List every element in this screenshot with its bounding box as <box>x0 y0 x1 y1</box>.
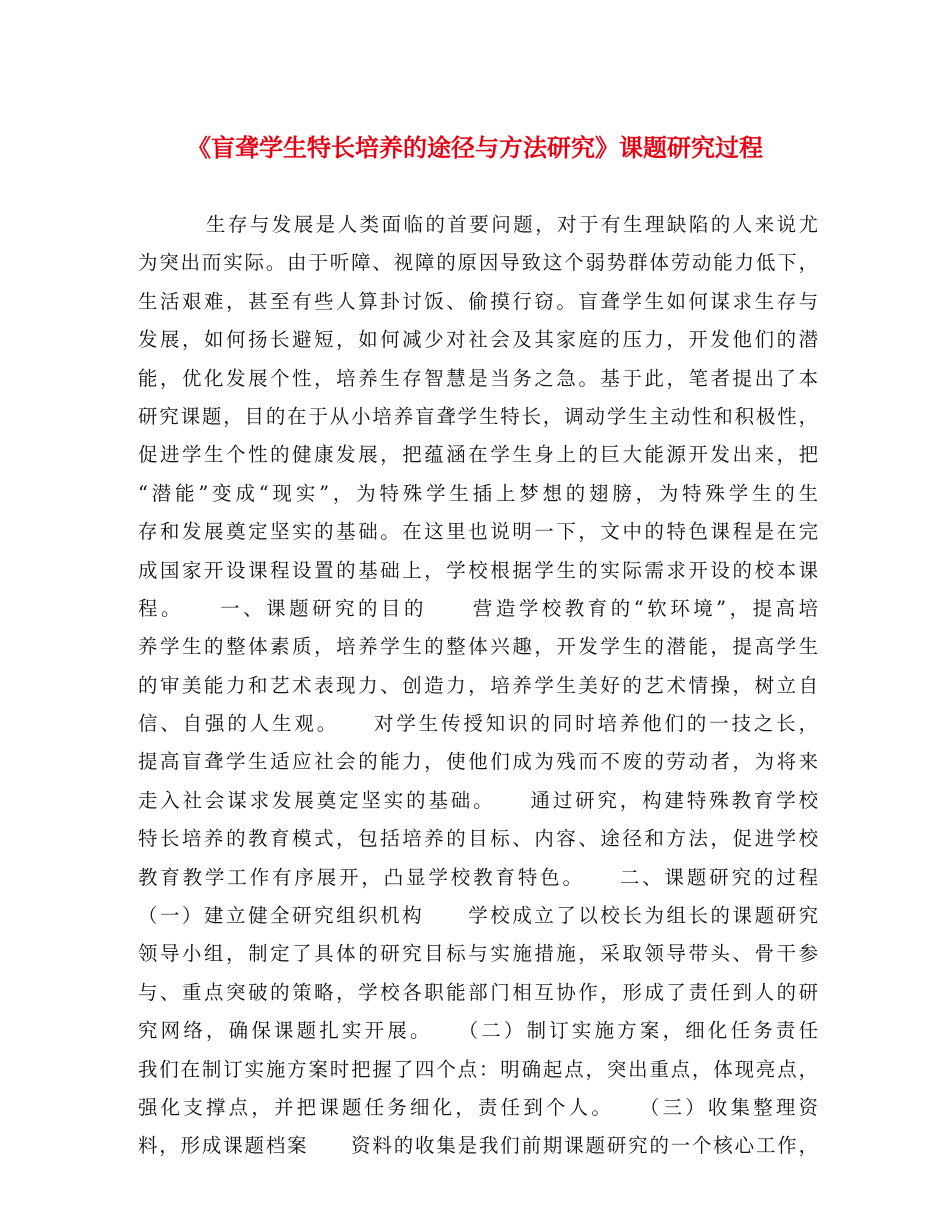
body-line: 领导小组，制定了具体的研究目标与实施措施，采取领导带头、骨干参 <box>138 942 818 966</box>
body-line: 与、重点突破的策略，学校各职能部门相互协作，形成了责任到人的研 <box>138 980 818 1004</box>
body-line: 养学生的整体素质，培养学生的整体兴趣，开发学生的潜能，提高学生 <box>138 635 818 659</box>
body-line: 能，优化发展个性，培养生存智慧是当务之急。基于此，笔者提出了本 <box>138 366 818 390</box>
body-line: 信、自强的人生观。 对学生传授知识的同时培养他们的一技之长， <box>138 712 818 736</box>
body-line: 料，形成课题档案 资料的收集是我们前期课题研究的一个核心工作， <box>138 1134 818 1158</box>
body-line: 强化支撑点，并把课题任务细化，责任到个人。 （三）收集整理资 <box>138 1095 818 1119</box>
body-line: 成国家开设课程设置的基础上，学校根据学生的实际需求开设的校本课 <box>138 558 818 582</box>
body-line: 生活艰难，甚至有些人算卦讨饭、偷摸行窃。盲聋学生如何谋求生存与 <box>138 289 818 313</box>
body-line: 促进学生个性的健康发展，把蕴涵在学生身上的巨大能源开发出来，把 <box>138 443 818 467</box>
body-line: 存和发展奠定坚实的基础。在这里也说明一下，文中的特色课程是在完 <box>138 520 818 544</box>
body-line: 程。 一、课题研究的目的 营造学校教育的“软环境”，提高培 <box>138 596 818 620</box>
body-line: 提高盲聋学生适应社会的能力，使他们成为残而不废的劳动者，为将来 <box>138 750 818 774</box>
document-title: 《盲聋学生特长培养的途径与方法研究》课题研究过程 <box>187 133 763 162</box>
body-line: 教育教学工作有序展开，凸显学校教育特色。 二、课题研究的过程 <box>138 865 818 889</box>
body-line: 特长培养的教育模式，包括培养的目标、内容、途径和方法，促进学校 <box>138 827 818 851</box>
body-line: 生存与发展是人类面临的首要问题，对于有生理缺陷的人来说尤 <box>206 213 818 236</box>
body-line: 走入社会谋求发展奠定坚实的基础。 通过研究，构建特殊教育学校 <box>138 788 818 812</box>
body-line: 研究课题，目的在于从小培养盲聋学生特长，调动学生主动性和积极性， <box>138 404 818 428</box>
document-body <box>138 206 818 1166</box>
body-line: 的审美能力和艺术表现力、创造力，培养学生美好的艺术情操，树立自 <box>138 673 818 697</box>
body-line: 发展，如何扬长避短，如何减少对社会及其家庭的压力，开发他们的潜 <box>138 328 818 352</box>
body-line: （一）建立健全研究组织机构 学校成立了以校长为组长的课题研究 <box>138 904 818 928</box>
body-line: 究网络，确保课题扎实开展。 （二）制订实施方案，细化任务责任 <box>138 1019 818 1043</box>
body-line: 我们在制订实施方案时把握了四个点：明确起点，突出重点，体现亮点， <box>138 1057 818 1081</box>
body-line: “潜能”变成“现实”，为特殊学生插上梦想的翅膀，为特殊学生的生 <box>138 481 818 505</box>
body-line: 为突出而实际。由于听障、视障的原因导致这个弱势群体劳动能力低下， <box>138 251 818 275</box>
